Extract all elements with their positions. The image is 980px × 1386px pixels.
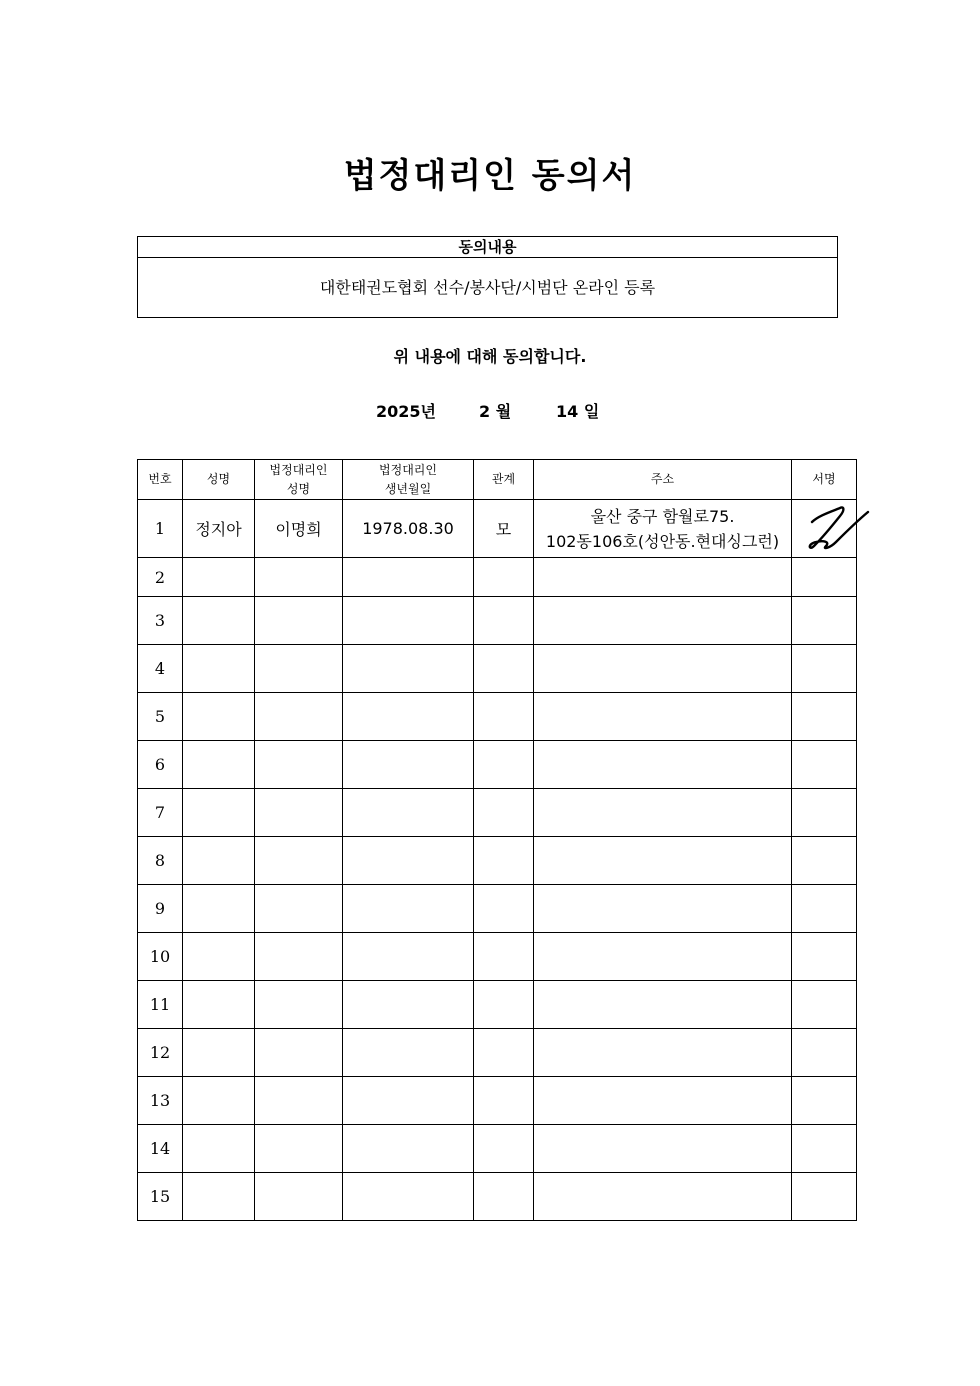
row-number: 14 [138,1125,183,1173]
signature-cell [792,933,857,981]
table-row [138,933,857,981]
signature-cell [792,693,857,741]
guardian-birth-cell [343,1077,474,1125]
row-number: 4 [138,645,183,693]
signature-cell [792,789,857,837]
table-row [138,885,857,933]
signature-cell [792,597,857,645]
guardian-birth-cell [343,1173,474,1221]
guardian-name-cell [255,1077,343,1125]
address-cell [534,789,792,837]
table-row [138,837,857,885]
consent-content: 대한태권도협회 선수/봉사단/시범단 온라인 등록 [319,278,656,297]
signature-cell [792,645,857,693]
signature-cell [792,837,857,885]
signature-cell [792,1125,857,1173]
student-name-cell [183,981,255,1029]
guardian-name-cell: 이명희 [255,500,343,558]
guardian-name-cell [255,1173,343,1221]
relation-cell: 모 [474,500,534,558]
guardian-name-cell [255,741,343,789]
handwritten-signature [800,502,870,554]
student-name-cell [183,1173,255,1221]
guardian-birth-cell [343,645,474,693]
agreement-statement: 위 내용에 대해 동의합니다. [393,347,587,366]
guardian-birth-cell [343,558,474,597]
document-title: 법정대리인 동의서 [343,156,637,196]
guardian-name-cell [255,1029,343,1077]
signature-cell [792,1029,857,1077]
signature-cell [792,1077,857,1125]
student-name-cell [183,741,255,789]
guardian-birth-cell [343,741,474,789]
address-cell [534,500,792,558]
address-cell [534,1125,792,1173]
address-cell [534,741,792,789]
guardian-name-cell [255,597,343,645]
table-row [138,500,857,558]
relation-cell [474,789,534,837]
relation-cell [474,741,534,789]
header-no: 번호 [138,460,183,500]
student-name-cell [183,885,255,933]
header-guardian-birth [343,460,474,500]
student-name-cell [183,837,255,885]
header-guardian-birth-line2: 생년월일 [384,481,432,496]
row-number: 2 [138,558,183,597]
signature-cell [792,741,857,789]
row-number: 13 [138,1077,183,1125]
guardian-birth-cell [343,837,474,885]
address-cell [534,558,792,597]
guardian-birth-cell [343,933,474,981]
student-name-cell: 정지아 [183,500,255,558]
row-number: 8 [138,837,183,885]
guardian-birth-cell [343,885,474,933]
header-guardian-birth-line1: 법정대리인 [379,462,437,477]
table-row [138,1029,857,1077]
address-line1: 울산 중구 함월로75. [590,506,735,526]
address-cell [534,597,792,645]
relation-cell [474,1077,534,1125]
row-number: 3 [138,597,183,645]
student-name-cell [183,933,255,981]
guardian-name-cell [255,789,343,837]
address-cell [534,693,792,741]
signature-cell [792,558,857,597]
header-relation: 관계 [474,460,534,500]
relation-cell [474,1173,534,1221]
guardian-birth-cell [343,693,474,741]
consent-date [376,399,599,422]
relation-cell [474,1125,534,1173]
guardian-name-cell [255,1125,343,1173]
row-number: 7 [138,789,183,837]
table-row [138,1077,857,1125]
relation-cell [474,1029,534,1077]
address-cell [534,885,792,933]
student-name-cell [183,1125,255,1173]
row-number: 9 [138,885,183,933]
relation-cell [474,981,534,1029]
header-name: 성명 [183,460,255,500]
guardian-birth-cell [343,789,474,837]
guardian-name-cell [255,645,343,693]
guardian-birth-cell: 1978.08.30 [343,500,474,558]
address-cell [534,837,792,885]
table-header-row [138,460,857,500]
table-row [138,789,857,837]
consent-header: 동의내용 [138,237,837,258]
row-number: 5 [138,693,183,741]
guardian-name-cell [255,933,343,981]
date-year: 2025년 [376,402,436,421]
guardian-birth-cell [343,1125,474,1173]
header-guardian-name-line2: 성명 [286,481,311,496]
table-row [138,693,857,741]
table-row [138,558,857,597]
address-line2: 102동106호(성안동.현대싱그런) [545,531,780,551]
signature-cell [792,1173,857,1221]
student-name-cell [183,558,255,597]
signature-cell [792,500,857,558]
guardian-name-cell [255,981,343,1029]
student-name-cell [183,1077,255,1125]
student-name-cell [183,645,255,693]
date-month: 2 월 [479,402,512,421]
consent-box [137,236,838,318]
student-name-cell [183,693,255,741]
student-name-cell [183,1029,255,1077]
row-number: 11 [138,981,183,1029]
address-cell [534,645,792,693]
table-row [138,1173,857,1221]
row-number: 1 [138,500,183,558]
row-number: 10 [138,933,183,981]
guardian-birth-cell [343,597,474,645]
guardian-birth-cell [343,1029,474,1077]
table-row [138,597,857,645]
relation-cell [474,693,534,741]
address-cell [534,933,792,981]
row-number: 12 [138,1029,183,1077]
table-row [138,1125,857,1173]
table-row [138,981,857,1029]
header-guardian-name-line1: 법정대리인 [269,462,328,477]
guardian-name-cell [255,693,343,741]
guardian-name-cell [255,885,343,933]
table-row [138,741,857,789]
row-number: 6 [138,741,183,789]
guardian-table [137,459,857,1221]
signature-cell [792,885,857,933]
header-guardian-name [255,460,343,500]
header-signature: 서명 [792,460,857,500]
row-number: 15 [138,1173,183,1221]
table-row [138,645,857,693]
address-cell [534,1077,792,1125]
header-address: 주소 [534,460,792,500]
date-day: 14 일 [556,402,600,421]
signature-cell [792,981,857,1029]
relation-cell [474,837,534,885]
relation-cell [474,933,534,981]
guardian-birth-cell [343,981,474,1029]
relation-cell [474,558,534,597]
student-name-cell [183,789,255,837]
student-name-cell [183,597,255,645]
address-cell [534,981,792,1029]
relation-cell [474,597,534,645]
relation-cell [474,645,534,693]
guardian-name-cell [255,558,343,597]
relation-cell [474,885,534,933]
address-cell [534,1173,792,1221]
guardian-name-cell [255,837,343,885]
address-cell [534,1029,792,1077]
